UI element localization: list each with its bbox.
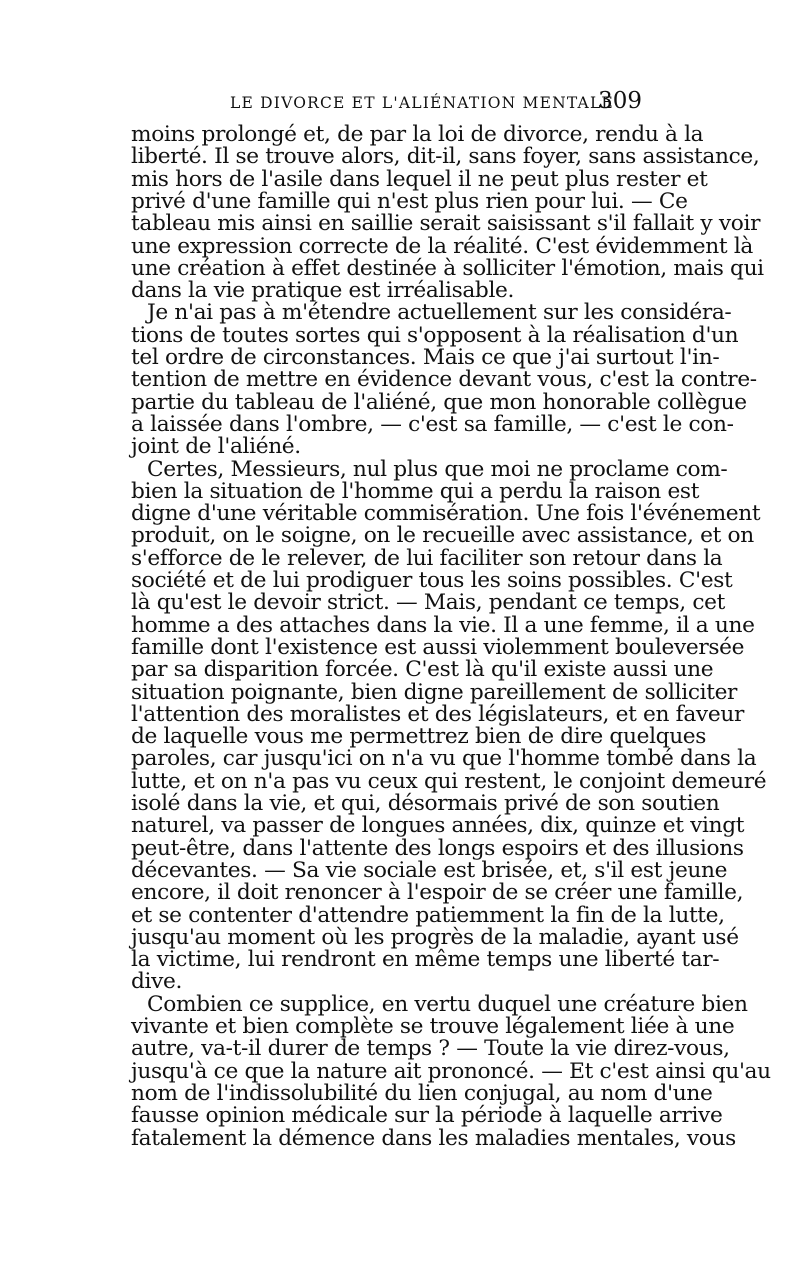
text-line: situation poignante, bien digne pareillement de solliciter	[131, 679, 738, 705]
text-line: de laquelle vous me permettrez bien de dire quelques	[131, 724, 707, 750]
text-line: et se contenter d'attendre patiemment la fin de la lutte,	[131, 902, 725, 928]
text-line: tel ordre de circonstances. Mais ce que j'ai surtout l'in-	[131, 345, 720, 370]
text-line: vivante et bien complète se trouve légalement liée à une	[131, 1014, 735, 1039]
text-line: dive.	[131, 969, 183, 995]
text-line: nom de l'indissolubilité du lien conjugal, au nom d'une	[131, 1080, 713, 1106]
text-line: peut-être, dans l'attente des longs espoirs et des illusions	[131, 835, 744, 861]
text-line: une expression correcte de la réalité. C'est évidemment là	[131, 233, 753, 259]
text-line: mis hors de l'asile dans lequel il ne peut plus rester et	[131, 166, 708, 192]
text-line: Combien ce supplice, en vertu duquel une créature bien	[147, 991, 748, 1017]
text-line: par sa disparition forcée. C'est là qu'il existe aussi une	[131, 657, 714, 683]
text-line: décevantes. — Sa vie sociale est brisée, et, s'il est jeune	[131, 857, 728, 883]
text-line: tions de toutes sortes qui s'opposent à la réalisation d'un	[131, 322, 739, 348]
text-line: produit, on le soigne, on le recueille avec assistance, et on	[131, 523, 754, 549]
text-line: liberté. Il se trouve alors, dit-il, sans foyer, sans assistance,	[131, 144, 760, 170]
text-line: fausse opinion médicale sur la période à laquelle arrive	[131, 1103, 723, 1129]
text-line: tention de mettre en évidence devant vous, c'est la contre-	[131, 367, 757, 393]
text-line: moins prolongé et, de par la loi de divorce, rendu à la	[131, 122, 704, 147]
text-line: paroles, car jusqu'ici on n'a vu que l'homme tombé dans la	[131, 746, 757, 772]
text-line: jusqu'au moment où les progrès de la maladie, ayant usé	[131, 924, 739, 950]
text-line: encore, il doit renoncer à l'espoir de se créer une famille,	[131, 880, 744, 906]
text-line: digne d'une véritable commisération. Une fois l'événement	[131, 501, 761, 527]
text-line: autre, va-t-il durer de temps ? — Toute la vie direz-vous,	[131, 1036, 730, 1062]
text-line: tableau mis ainsi en saillie serait saisissant s'il fallait y voir	[131, 211, 761, 237]
page-number: 309	[598, 88, 642, 114]
text-line: Certes, Messieurs, nul plus que moi ne proclame com-	[147, 456, 728, 482]
running-title: LE DIVORCE ET L'ALIÉNATION MENTALE	[230, 94, 614, 112]
text-line: la victime, lui rendront en même temps une liberté tar-	[131, 947, 720, 973]
text-line: bien la situation de l'homme qui a perdu la raison est	[131, 478, 700, 504]
text-line: société et de lui prodiguer tous les soins possibles. C'est	[131, 568, 733, 593]
text-line: naturel, va passer de longues années, dix, quinze et vingt	[131, 813, 745, 839]
text-line: homme a des attaches dans la vie. Il a une femme, il a une	[131, 612, 755, 638]
text-line: joint de l'aliéné.	[131, 434, 301, 460]
text-line: famille dont l'existence est aussi violemment bouleversée	[131, 634, 745, 660]
text-line: jusqu'à ce que la nature ait prononcé. — Et c'est ainsi qu'au	[131, 1058, 771, 1084]
text-line: s'efforce de le relever, de lui faciliter son retour dans la	[131, 545, 723, 571]
text-line: fatalement la démence dans les maladies mentales, vous	[131, 1125, 736, 1151]
text-line: Je n'ai pas à m'étendre actuellement sur les considéra-	[147, 300, 732, 326]
text-line: l'attention des moralistes et des législateurs, et en faveur	[131, 701, 744, 727]
text-line: partie du tableau de l'aliéné, que mon honorable collègue	[131, 389, 747, 415]
text-line: dans la vie pratique est irréalisable.	[131, 278, 515, 304]
text-line: a laissée dans l'ombre, — c'est sa famille, — c'est le con-	[131, 411, 734, 437]
text-line: privé d'une famille qui n'est plus rien pour lui. — Ce	[131, 188, 688, 214]
text-line: isolé dans la vie, et qui, désormais privé de son soutien	[131, 791, 720, 816]
text-line: lutte, et on n'a pas vu ceux qui restent, le conjoint demeuré	[131, 768, 767, 794]
running-head	[230, 88, 642, 120]
text-line: là qu'est le devoir strict. — Mais, pendant ce temps, cet	[131, 590, 726, 616]
text-line: une création à effet destinée à solliciter l'émotion, mais qui	[131, 255, 764, 281]
